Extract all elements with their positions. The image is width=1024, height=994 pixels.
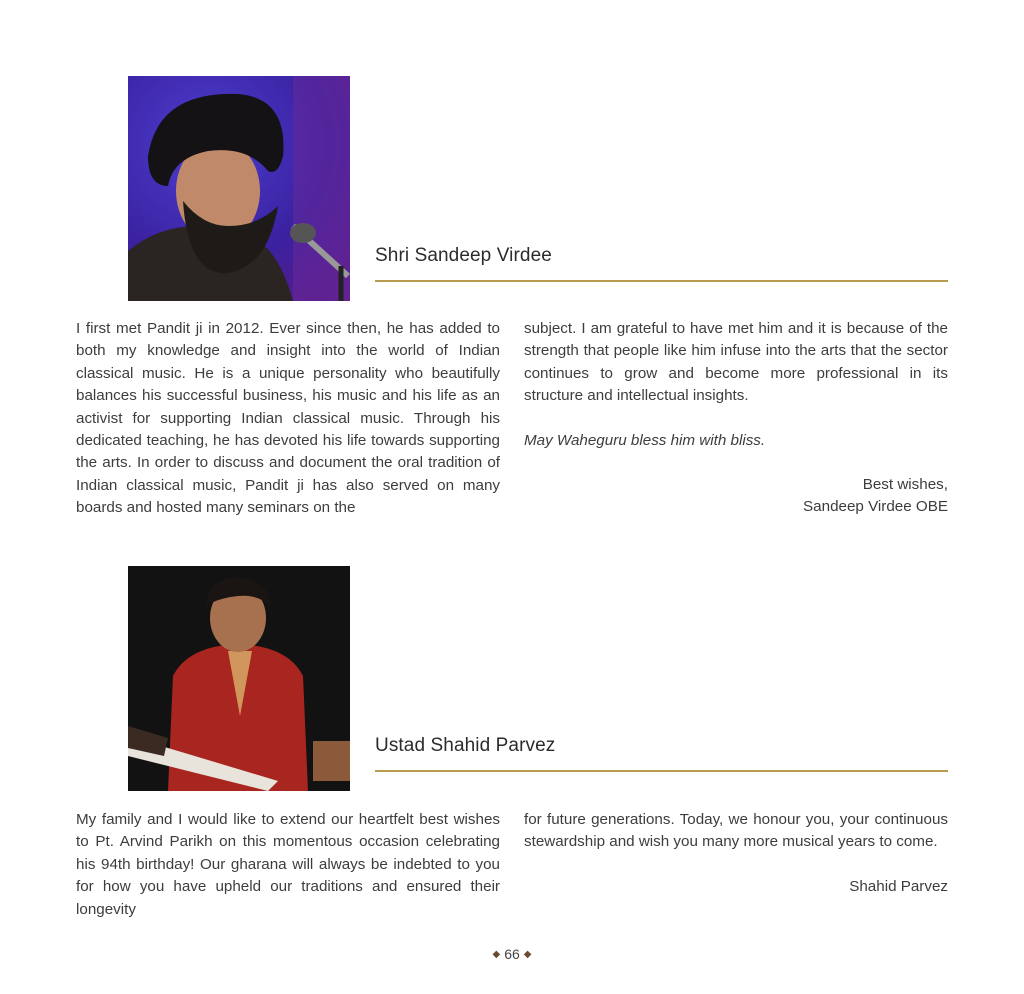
message-text: subject. I am grateful to have met him and it is because of the strength that people like him infuse into the arts that the sector continues to grow and become more professional in its structure and intellectual insights. xyxy=(524,320,948,405)
person-name-shahid: Ustad Shahid Parvez xyxy=(375,735,556,756)
divider-rule xyxy=(375,280,948,282)
blessing-text: May Waheguru bless him with bliss. xyxy=(524,431,766,449)
signature-block xyxy=(524,474,948,519)
message-column-right xyxy=(524,318,948,519)
page-footer xyxy=(0,946,1024,962)
person-name-sandeep: Shri Sandeep Virdee xyxy=(375,245,552,266)
portrait-photo-shahid xyxy=(128,566,350,791)
page-number: 66 xyxy=(504,946,520,962)
divider-rule xyxy=(375,770,948,772)
message-text: I first met Pandit ji in 2012. Ever since then, he has added to both my knowledge and insight into the world of Indian classical music. He is a unique personality who beautifully balances his successful business, his music and his life as an activist for supporting Indian classical music. Through his dedicated teaching, he has devoted his life towards supporting the arts. In order to discuss and document the oral tradition of Indian classical music, Pandit ji has also served on many boards and hosted many seminars on the xyxy=(76,320,500,517)
message-text: for future generations. Today, we honour you, your continuous stewardship and wish you many more musical years to come. xyxy=(524,811,948,851)
signature-name: Sandeep Virdee OBE xyxy=(803,498,948,516)
portrait-illustration xyxy=(128,566,350,791)
portrait-illustration xyxy=(128,76,350,301)
message-column-right xyxy=(524,809,948,898)
signature-name: Shahid Parvez xyxy=(849,877,948,895)
portrait-photo-sandeep xyxy=(128,76,350,301)
message-column-left xyxy=(76,318,500,520)
closing-text: Best wishes, xyxy=(862,476,948,494)
message-column-left xyxy=(76,809,500,921)
diamond-icon: ◆ xyxy=(492,949,501,960)
signature-block xyxy=(524,876,948,898)
diamond-icon: ◆ xyxy=(523,949,532,960)
message-text: My family and I would like to extend our heartfelt best wishes to Pt. Arvind Parikh on this momentous occasion celebrating his 94th birthday! Our gharana will always be indebted to you for how you have upheld our traditions and ensured their longevity xyxy=(76,811,500,918)
